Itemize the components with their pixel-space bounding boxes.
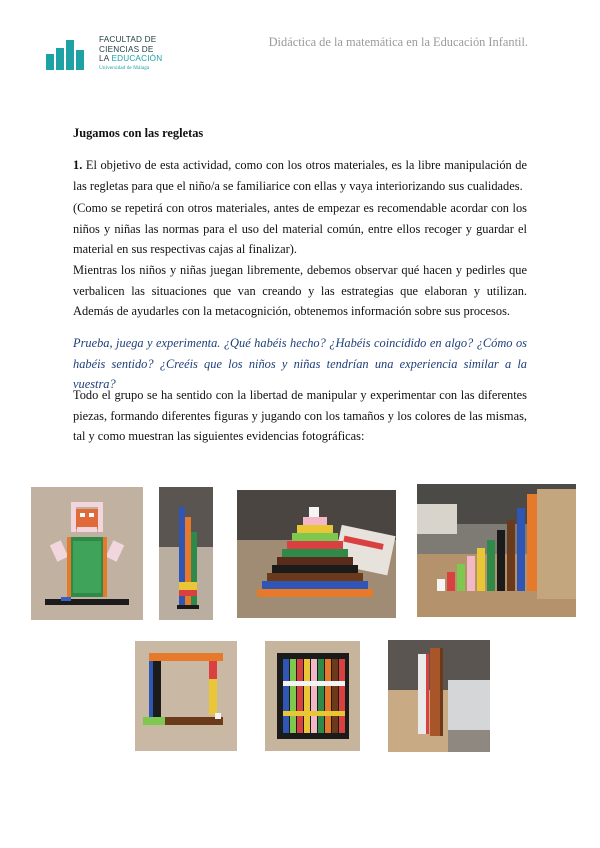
prompt-questions: Prueba, juega y experimenta. ¿Qué habéis hecho? ¿Habéis coincidido en algo? ¿Cómo os habéis sentido? ¿Creéis que los niños y niñas tendrían una experiencia similar a la vuestra? [73,336,527,392]
faculty-logo-text [99,35,189,72]
paragraph-norms: (Como se repetirá con otros materiales, antes de empezar es recomendable acordar con los niños y niñas las normas para el uso del material común, entre ellos recoger y guardar el material en sus respectivas cajas al finalizar). [73,201,527,257]
logo-line-3 [99,54,189,64]
photo-regletas-pyramid [237,490,396,618]
paragraph-objective [73,155,527,196]
logo-line-2: CIENCIAS DE [99,44,154,54]
logo-line-1: FACULTAD DE [99,35,157,44]
paragraph-group-experience: Todo el grupo se ha sentido con la libertad de manipular y experimentar con las diferentes piezas, formando diferentes figuras y jugando con los tamaños y los colores de las mismas, tal y como muestran las siguientes evidencias fotográficas: [73,388,527,444]
item-number: 1. [73,158,83,172]
section-title: Jugamos con las regletas [73,126,204,140]
photo-regletas-grid [265,641,360,751]
logo-university: Universidad de Málaga [99,64,150,71]
photo-regletas-staircase [417,484,576,617]
paragraph-observation: Mientras los niños y niñas juegan libremente, debemos observar qué hacen y pedirles que verbalicen las situaciones que van creando y las estrategias que elaboran y utilizan. Además de ayudarles con la metacognición, obtenemos información sobre sus procesos. [73,263,527,319]
photo-regletas-figure [31,487,143,620]
logo-line-3-b: EDUCACIÓN [111,54,163,64]
paragraph-objective-text: El objetivo de esta actividad, como con los otros materiales, es la libre manipulación de las regletas para que el niño/a se familiarice con ellas y vaya interiorizando sus cualidades. [73,158,527,193]
faculty-logo-icon [46,40,90,70]
course-title: Didáctica de la matemática en la Educación Infantil. [268,35,528,49]
photo-regletas-standing [388,640,490,752]
photo-regletas-frame [135,641,237,751]
logo-line-3-a: LA [99,54,112,64]
photo-regletas-tower-side [159,487,213,620]
